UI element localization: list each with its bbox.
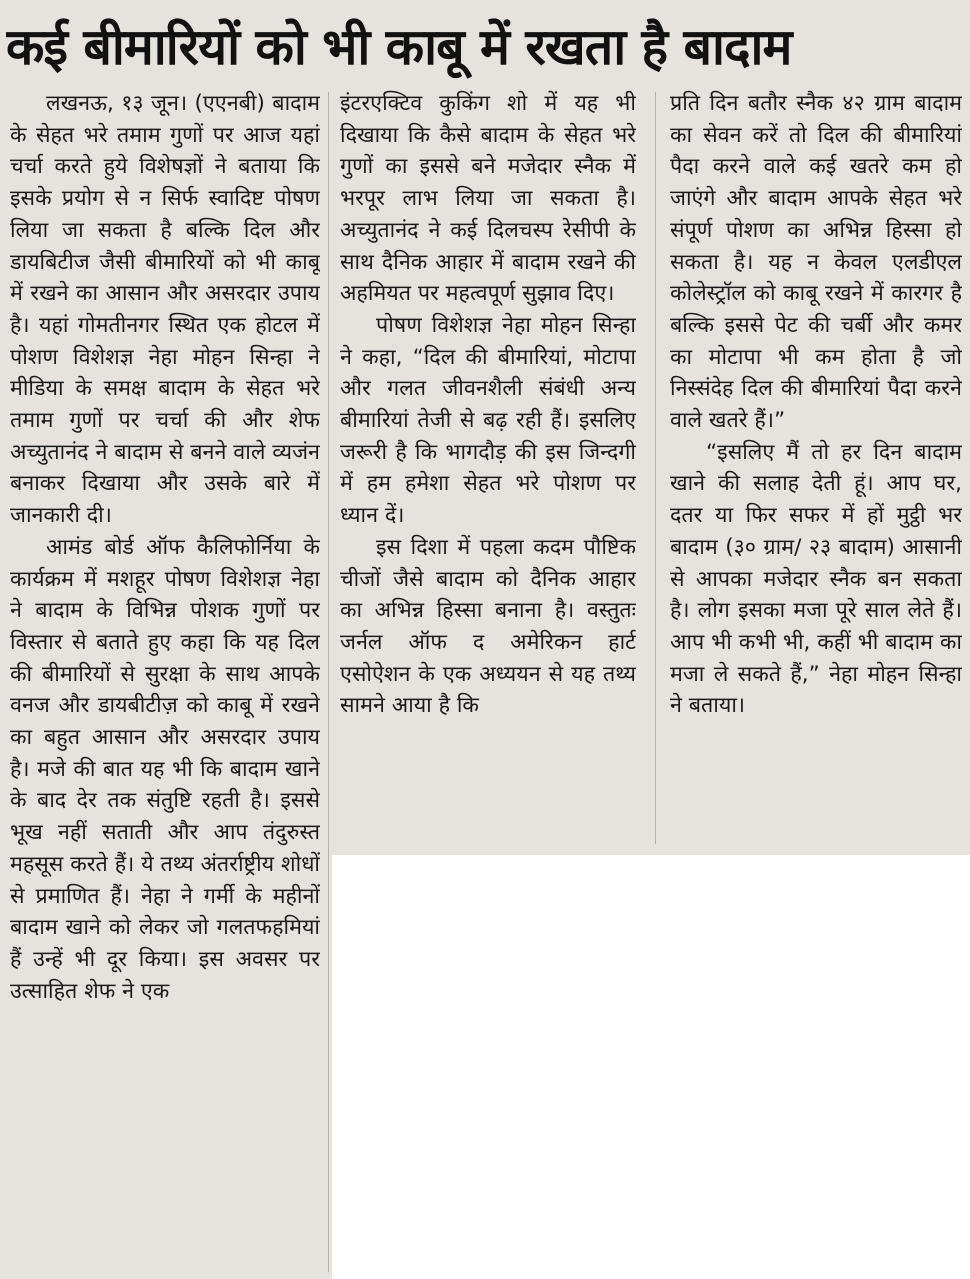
paragraph: प्रति दिन बतौर स्नैक ४२ ग्राम बादाम का सेवन करें तो दिल की बीमारियां पैदा करने वाले कई खतरे कम हो जाएंगे और बादाम आपके सेहत भरे संपूर्ण पोशण का अभिन्न हिस्सा हो सकता है। यह न केवल एलडीएल कोलेस्ट्रॉल को काबू रखने में कारगर है बल्कि इससे पेट की चर्बी और कमर का मोटापा भी कम होता है जो निस्संदेह दिल की बीमारियां पैदा करने वाले खतरे हैं।” bbox=[670, 91, 962, 434]
article-column-1 bbox=[10, 88, 320, 1273]
paragraph: आमंड बोर्ड ऑफ कैलिफोर्निया के कार्यक्रम में मशहूर पोषण विशेशज्ञ नेहा ने बादाम के विभिन्न पोशक गुणों पर विस्तार से बताते हुए कहा कि यह दिल की बीमारियों से सुरक्षा के साथ आपके वनज और डायबीटीज़ को काबू में रखने का बहुत आसान और असरदार उपाय है। मजे की बात यह भी कि बादाम खाने के बाद देर तक संतुष्टि रहती है। इससे भूख नहीं सताती और आप तंदुरुस्त महसूस करते हैं। ये तथ्य अंतर्राष्ट्रीय शोधों से प्रमाणित हैं। नेहा ने गर्मी के महीनों बादाम खाने को लेकर जो गलतफहमियां हैं उन्हें भी दूर किया। इस अवसर पर उत्साहित शेफ ने एक bbox=[10, 534, 320, 1004]
paragraph: “इसलिए मैं तो हर दिन बादाम खाने की सलाह देती हूं। आप घर, दतर या फिर सफर में हों मुट्ठी भर बादाम (३० ग्राम/ २३ बादाम) आसानी से आपका मजेदार स्नैक बन सकता है। लोग इसका मजा पूरे साल लेते हैं। आप भी कभी भी, कहीं भी बादाम का मजा ले सकते हैं,” नेहा मोहन सिन्हा ने बताया। bbox=[670, 439, 962, 719]
paragraph: लखनऊ, १३ जून। (एएनबी) बादाम के सेहत भरे तमाम गुणों पर आज यहां चर्चा करते हुये विशेषज्ञों ने बताया कि इसके प्रयोग से न सिर्फ स्वादिष्ट पोषण लिया जा सकता है बल्कि दिल और डायबिटीज जैसी बीमारियों को भी काबू में रखने का आसान और असरदार उपाय है। यहां गोमतीनगर स्थित एक होटल में पोशण विशेशज्ञ नेहा मोहन सिन्हा ने मीडिया के समक्ष बादाम के सेहत भरे तमाम गुणों पर चर्चा की और शेफ अच्युतानंद ने बादाम से बनने वाले व्यजंन बनाकर दिखाया और उसके बारे में जानकारी दी। bbox=[10, 91, 320, 529]
paragraph: इस दिशा में पहला कदम पौष्टिक चीजों जैसे बादाम को दैनिक आहार का अभिन्न हिस्सा बनाना है। वस्तुतः जर्नल ऑफ द अमेरिकन हार्ट एसोऐशन के एक अध्ययन से यह तथ्य सामने आया है कि bbox=[340, 534, 636, 719]
article-column-3 bbox=[670, 88, 962, 850]
article-column-2 bbox=[340, 88, 636, 850]
paragraph: पोषण विशेशज्ञ नेहा मोहन सिन्हा ने कहा, “दिल की बीमारियां, मोटापा और गलत जीवनशैली संबंधी अन्य बीमारियां तेजी से बढ़ रही हैं। इसलिए जरूरी है कि भागदौड़ की इस जिन्दगी में हम हमेशा सेहत भरे पोशण पर ध्यान दें। bbox=[340, 312, 636, 529]
headline: कई बीमारियों को भी काबू में रखता है बादाम bbox=[6, 18, 792, 76]
paragraph: इंटरएक्टिव कुकिंग शो में यह भी दिखाया कि कैसे बादाम के सेहत भरे गुणों का इससे बने मजेदार स्नैक में भरपूर लाभ लिया जा सकता है। अच्युतानंद ने कई दिलचस्प रेसीपी के साथ दैनिक आहार में बादाम रखने की अहमियत पर महत्वपूर्ण सुझाव दिए। bbox=[340, 91, 636, 307]
column-divider bbox=[655, 92, 656, 844]
column-divider bbox=[328, 92, 329, 1272]
